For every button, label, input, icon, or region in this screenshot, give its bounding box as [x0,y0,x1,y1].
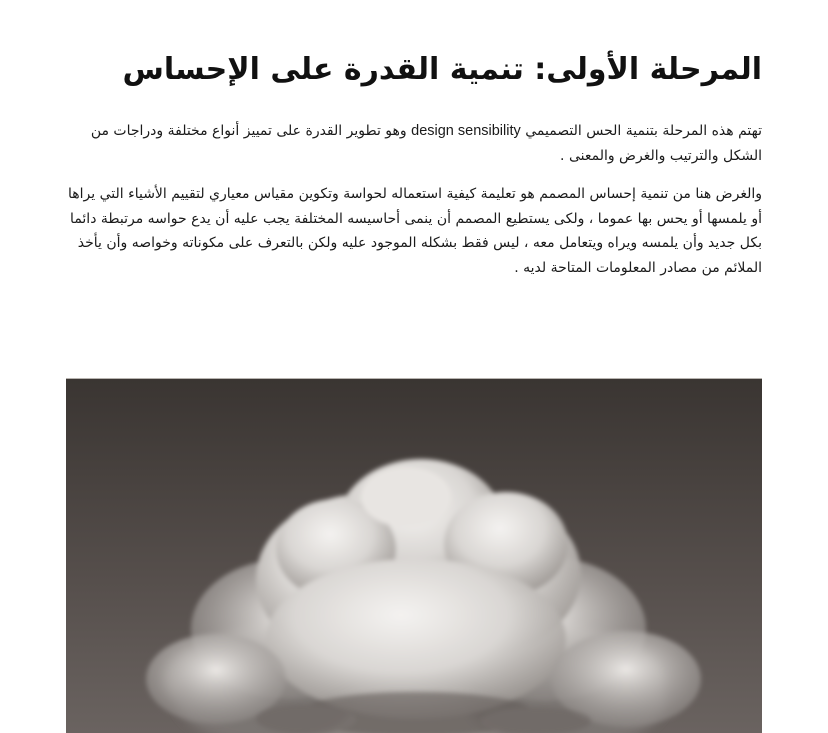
page-title: المرحلة الأولى: تنمية القدرة على الإحساس [122,52,762,87]
cloud-image [66,379,762,733]
design-sensibility-term: design sensibility [411,123,521,139]
purpose-paragraph: والغرض هنا من تنمية إحساس المصمم هو تعليمة كيفية استعماله لحواسة وتكوين مقياس معياري لتقييم الأشياء التي يراها أو يلمسها أو يحس بها عموما ، ولكى يستطيع المصمم أن ينمى أحاسيسه المختلفة يجب عليه أن يدع حواسه مرتبطة دائما بكل جديد وأن يلمسه ويراه ويتعامل معه ، ليس فقط بشكله الموجود عليه ولكن بالتعرف على مكوناته وخواصه وأن يأخذ الملائم من مصادر المعلومات المتاحة لديه . [68,186,762,276]
intro-text-start: تهتم هذه المرحلة بتنمية الحس التصميمي [520,123,762,139]
intro-text-end: وهو تطوير القدرة على تمييز أنواع مختلفة ودراجات من الشكل والترتيب والغرض والمعنى . [90,123,762,164]
article [66,0,762,732]
cloud-photo [66,378,762,733]
intro-paragraph [62,119,762,168]
